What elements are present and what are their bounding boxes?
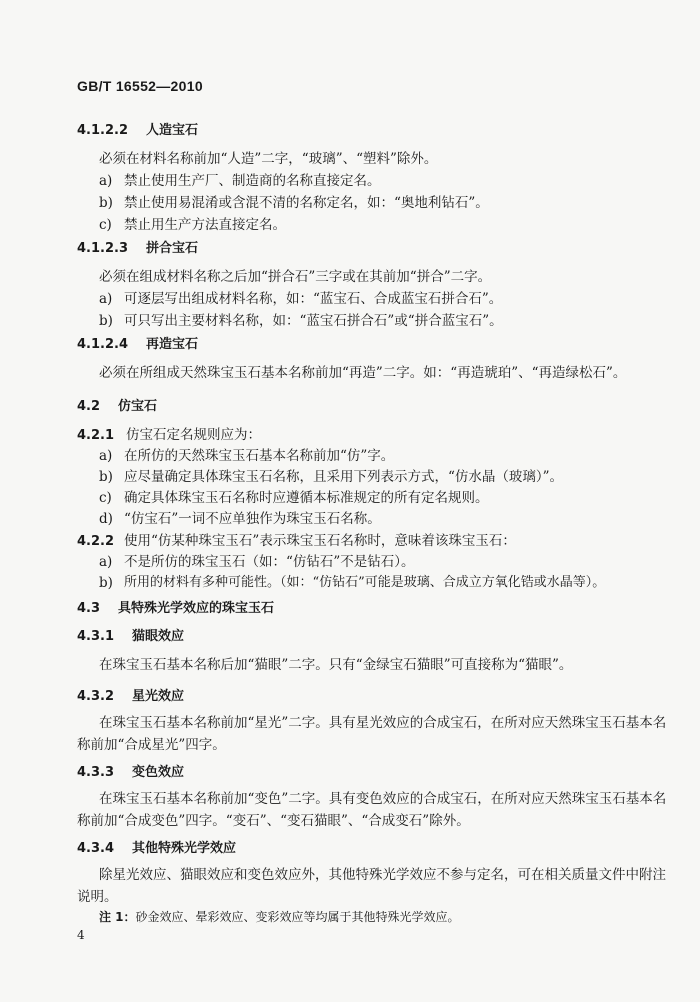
section-number: 4.3 bbox=[77, 601, 101, 616]
note-label: 注 1： bbox=[99, 910, 136, 924]
list-marker: a) bbox=[99, 448, 113, 464]
section-title: 仿宝石 bbox=[118, 399, 158, 414]
list-marker: c) bbox=[99, 490, 112, 506]
paragraph: 必须在材料名称前加“人造”二字，“玻璃”、“塑料”除外。 bbox=[99, 151, 438, 167]
list-marker: c) bbox=[99, 217, 112, 233]
paragraph: 除星光效应、猫眼效应和变色效应外，其他特殊光学效应不参与定名，可在相关质量文件中附注 bbox=[99, 867, 666, 883]
list-item-text: 应尽量确定具体珠宝玉石名称，且采用下列表示方式，“仿水晶（玻璃）”。 bbox=[124, 469, 564, 485]
list-marker: a) bbox=[99, 173, 113, 189]
page-number: 4 bbox=[77, 928, 85, 942]
paragraph: 必须在组成材料名称之后加“拼合石”三字或在其前加“拼合”二字。 bbox=[99, 269, 492, 285]
list-marker: b) bbox=[99, 195, 113, 211]
section-title: 星光效应 bbox=[132, 689, 185, 704]
list-item-text: 在所仿的天然珠宝玉石基本名称前加“仿”字。 bbox=[124, 448, 395, 464]
clause-number: 4.2.2 bbox=[77, 534, 115, 549]
section-4-1-2-4-heading bbox=[77, 336, 198, 354]
clause-4-2-2 bbox=[77, 532, 516, 551]
clause-number: 4.2.1 bbox=[77, 428, 115, 443]
section-number: 4.1.2.4 bbox=[77, 337, 128, 352]
list-item-text: 可只写出主要材料名称，如：“蓝宝石拼合石”或“拼合蓝宝石”。 bbox=[124, 313, 503, 329]
note bbox=[99, 909, 460, 925]
list-marker: b) bbox=[99, 575, 113, 591]
section-title: 人造宝石 bbox=[146, 123, 199, 138]
section-4-1-2-3-heading bbox=[77, 240, 198, 258]
note-text: 砂金效应、晕彩效应、变彩效应等均属于其他特殊光学效应。 bbox=[135, 910, 460, 924]
list-item-text: 禁止使用生产厂、制造商的名称直接定名。 bbox=[124, 173, 381, 189]
section-4-2-heading bbox=[77, 398, 157, 416]
section-number: 4.1.2.2 bbox=[77, 123, 128, 138]
clause-text: 使用“仿某种珠宝玉石”表示珠宝玉石名称时，意味着该珠宝玉石： bbox=[124, 533, 516, 549]
paragraph: 在珠宝玉石基本名称前加“变色”二字。具有变色效应的合成宝石，在所对应天然珠宝玉石基本名 bbox=[99, 791, 667, 807]
section-4-3-3-heading bbox=[77, 764, 184, 782]
section-title: 具特殊光学效应的珠宝玉石 bbox=[118, 601, 275, 616]
section-4-1-2-2-heading bbox=[77, 122, 198, 140]
list-item-text: 不是所仿的珠宝玉石（如：“仿钻石”不是钻石）。 bbox=[124, 554, 415, 570]
list-item-text: 可逐层写出组成材料名称，如：“蓝宝石、合成蓝宝石拼合石”。 bbox=[124, 291, 503, 307]
section-number: 4.3.4 bbox=[77, 841, 115, 856]
clause-text: 仿宝石定名规则应为： bbox=[126, 427, 262, 443]
section-number: 4.3.1 bbox=[77, 629, 115, 644]
section-title: 其他特殊光学效应 bbox=[132, 841, 237, 856]
section-title: 猫眼效应 bbox=[132, 629, 185, 644]
section-4-3-1-heading bbox=[77, 628, 184, 646]
section-number: 4.3.2 bbox=[77, 689, 115, 704]
list-marker: d) bbox=[99, 511, 113, 527]
section-number: 4.1.2.3 bbox=[77, 241, 128, 256]
list-item-text: 确定具体珠宝玉石名称时应遵循本标准规定的所有定名规则。 bbox=[124, 490, 489, 506]
clause-4-2-1 bbox=[77, 426, 261, 445]
paragraph-continuation: 说明。 bbox=[77, 889, 118, 905]
section-title: 再造宝石 bbox=[146, 337, 199, 352]
paragraph: 在珠宝玉石基本名称前加“星光”二字。具有星光效应的合成宝石，在所对应天然珠宝玉石基本名 bbox=[99, 715, 667, 731]
list-marker: a) bbox=[99, 291, 113, 307]
section-4-3-2-heading bbox=[77, 688, 184, 706]
section-4-3-heading bbox=[77, 600, 274, 618]
list-item-text: “仿宝石”一词不应单独作为珠宝玉石名称。 bbox=[124, 511, 381, 527]
list-item-text: 禁止用生产方法直接定名。 bbox=[124, 217, 286, 233]
list-marker: a) bbox=[99, 554, 113, 570]
list-item-text: 禁止使用易混淆或含混不清的名称定名，如：“奥地利钻石”。 bbox=[124, 195, 489, 211]
section-number: 4.2 bbox=[77, 399, 101, 414]
section-title: 变色效应 bbox=[132, 765, 185, 780]
section-4-3-4-heading bbox=[77, 840, 236, 858]
paragraph: 在珠宝玉石基本名称后加“猫眼”二字。只有“金绿宝石猫眼”可直接称为“猫眼”。 bbox=[99, 657, 573, 673]
section-title: 拼合宝石 bbox=[146, 241, 199, 256]
paragraph-continuation: 称前加“合成星光”四字。 bbox=[77, 737, 226, 753]
standard-code: GB/T 16552—2010 bbox=[77, 78, 203, 94]
list-item-text: 所用的材料有多种可能性。（如：“仿钻石”可能是玻璃、合成立方氧化锆或水晶等）。 bbox=[124, 575, 606, 590]
list-marker: b) bbox=[99, 469, 113, 485]
list-marker: b) bbox=[99, 313, 113, 329]
paragraph-continuation: 称前加“合成变色”四字。“变石”、“变石猫眼”、“合成变石”除外。 bbox=[77, 813, 470, 829]
section-number: 4.3.3 bbox=[77, 765, 115, 780]
paragraph: 必须在所组成天然珠宝玉石基本名称前加“再造”二字。如：“再造琥珀”、“再造绿松石”。 bbox=[99, 365, 627, 381]
